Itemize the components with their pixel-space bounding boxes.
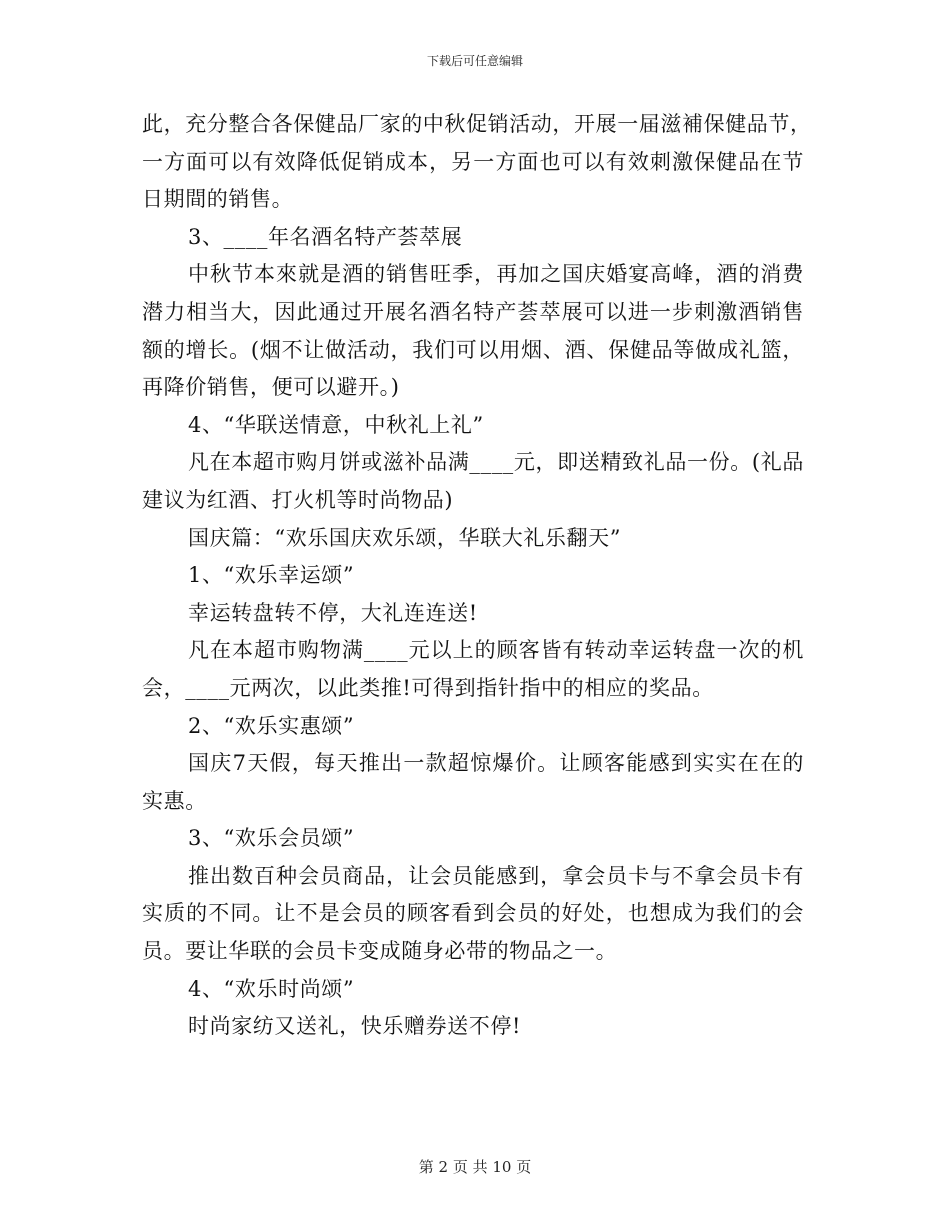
text-line: 3、“欢乐会员颂” bbox=[188, 826, 355, 851]
text-line: 推出数百种会员商品，让会员能感到，拿会员卡与不拿会员卡有 bbox=[188, 863, 804, 888]
text-line: 4、“华联送情意，中秋礼上礼” bbox=[188, 412, 484, 437]
text-line: 员。要让华联的会员卡变成随身必带的物品之一。 bbox=[142, 939, 618, 964]
text-line: 潜力相当大，因此通过开展名酒名特产荟萃展可以进一步刺激酒销售 bbox=[142, 299, 804, 324]
text-line: 建议为红酒、打火机等时尚物品) bbox=[142, 487, 454, 512]
text-line: 4、“欢乐时尚颂” bbox=[188, 976, 355, 1001]
text-line: 日期間的销售。 bbox=[142, 187, 294, 212]
text-line: 时尚家纺又送礼，快乐赠券送不停! bbox=[188, 1014, 522, 1039]
text-line: 凡在本超市购月饼或滋补品满____元，即送精致礼品一份。(礼品 bbox=[188, 450, 804, 475]
text-line: 国庆7天假，每天推出一款超惊爆价。让顾客能感到实实在在的 bbox=[188, 751, 804, 776]
text-line: 实质的不同。让不是会员的顾客看到会员的好处，也想成为我们的会 bbox=[142, 901, 804, 926]
text-line: 1、“欢乐幸运颂” bbox=[188, 563, 355, 588]
document-body bbox=[142, 106, 812, 1046]
text-line: 3、____年名酒名特产荟萃展 bbox=[188, 224, 463, 249]
text-line: 国庆篇：“欢乐国庆欢乐颂，华联大礼乐翻天” bbox=[188, 525, 622, 550]
page-footer: 第 2 页 共 10 页 bbox=[418, 1158, 532, 1176]
text-line: 额的增长。(烟不让做活动，我们可以用烟、酒、保健品等做成礼篮， bbox=[142, 337, 804, 362]
text-line: 实惠。 bbox=[142, 788, 207, 813]
text-line: 幸运转盘转不停，大礼连连送! bbox=[188, 600, 478, 625]
text-line: 2、“欢乐实惠颂” bbox=[188, 713, 355, 738]
text-line: 此，充分整合各保健品厂家的中秋促销活动，开展一届滋補保健品节， bbox=[142, 112, 812, 136]
text-line: 中秋节本來就是酒的销售旺季，再加之国庆婚宴高峰，酒的消费 bbox=[188, 262, 804, 287]
text-line: 一方面可以有效降低促销成本，另一方面也可以有效刺激保健品在节 bbox=[142, 149, 804, 174]
text-line: 会，____元两次，以此类推!可得到指针指中的相应的奖品。 bbox=[142, 675, 714, 700]
text-line: 凡在本超市购物满____元以上的顾客皆有转动幸运转盘一次的机 bbox=[188, 638, 804, 663]
page-header: 下载后可任意编辑 bbox=[426, 54, 523, 68]
text-line: 再降价销售，便可以避开。) bbox=[142, 375, 400, 400]
